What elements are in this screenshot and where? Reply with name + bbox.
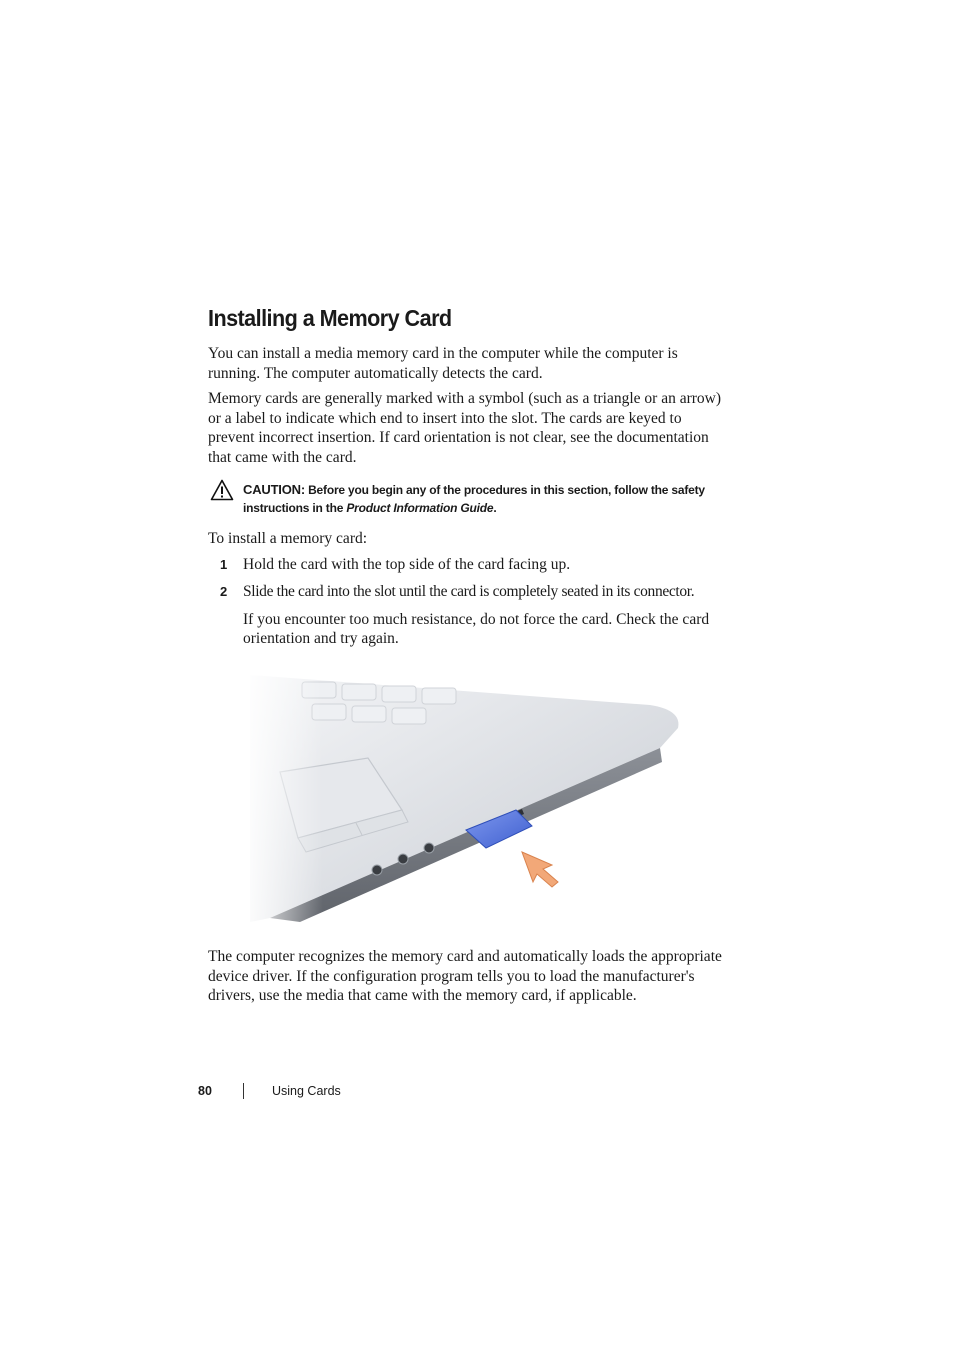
closing-section [208,947,724,1012]
warning-triangle-icon [210,479,234,501]
install-steps [208,555,724,602]
footer-divider [243,1083,244,1099]
caution-label: CAUTION: [243,482,305,497]
page-title: Installing a Memory Card [208,305,452,331]
step-number: 1 [220,556,228,572]
step-item [208,582,724,602]
page-content [208,300,724,649]
memory-card-illustration [240,660,700,930]
step-text: Hold the card with the top side of the card facing up. [243,555,571,573]
step-item [208,555,724,575]
steps-intro: To install a memory card: [208,530,368,547]
intro-paragraph: You can install a media memory card in the computer while the computer is running. The computer automatically detects the card. [208,345,678,382]
closing-paragraph: The computer recognizes the memory card and automatically loads the appropriate device driver. If the configuration program tells you to load the manufacturer's drivers, use the media that came with the memory card, if applicable. [208,948,722,1004]
page-number: 80 [198,1084,212,1098]
caution-period: . [493,501,497,515]
orientation-paragraph: Memory cards are generally marked with a symbol (such as a triangle or an arrow) or a label to indicate which end to insert into the slot. The cards are keyed to prevent incorrect insertion. If card orientation is not clear, see the documentation that came with the card. [208,390,722,466]
step-text: Slide the card into the slot until the card is completely seated in its connector. [243,583,695,600]
step-number: 2 [220,584,228,599]
guide-reference: Product Information Guide [346,501,494,515]
caution-notice [208,481,724,517]
section-name: Using Cards [272,1084,341,1098]
step-note: If you encounter too much resistance, do not force the card. Check the card orientation and try again. [243,610,710,647]
caution-text: Before you begin any of the procedures in this section, follow the safety instructions in the [243,483,705,515]
